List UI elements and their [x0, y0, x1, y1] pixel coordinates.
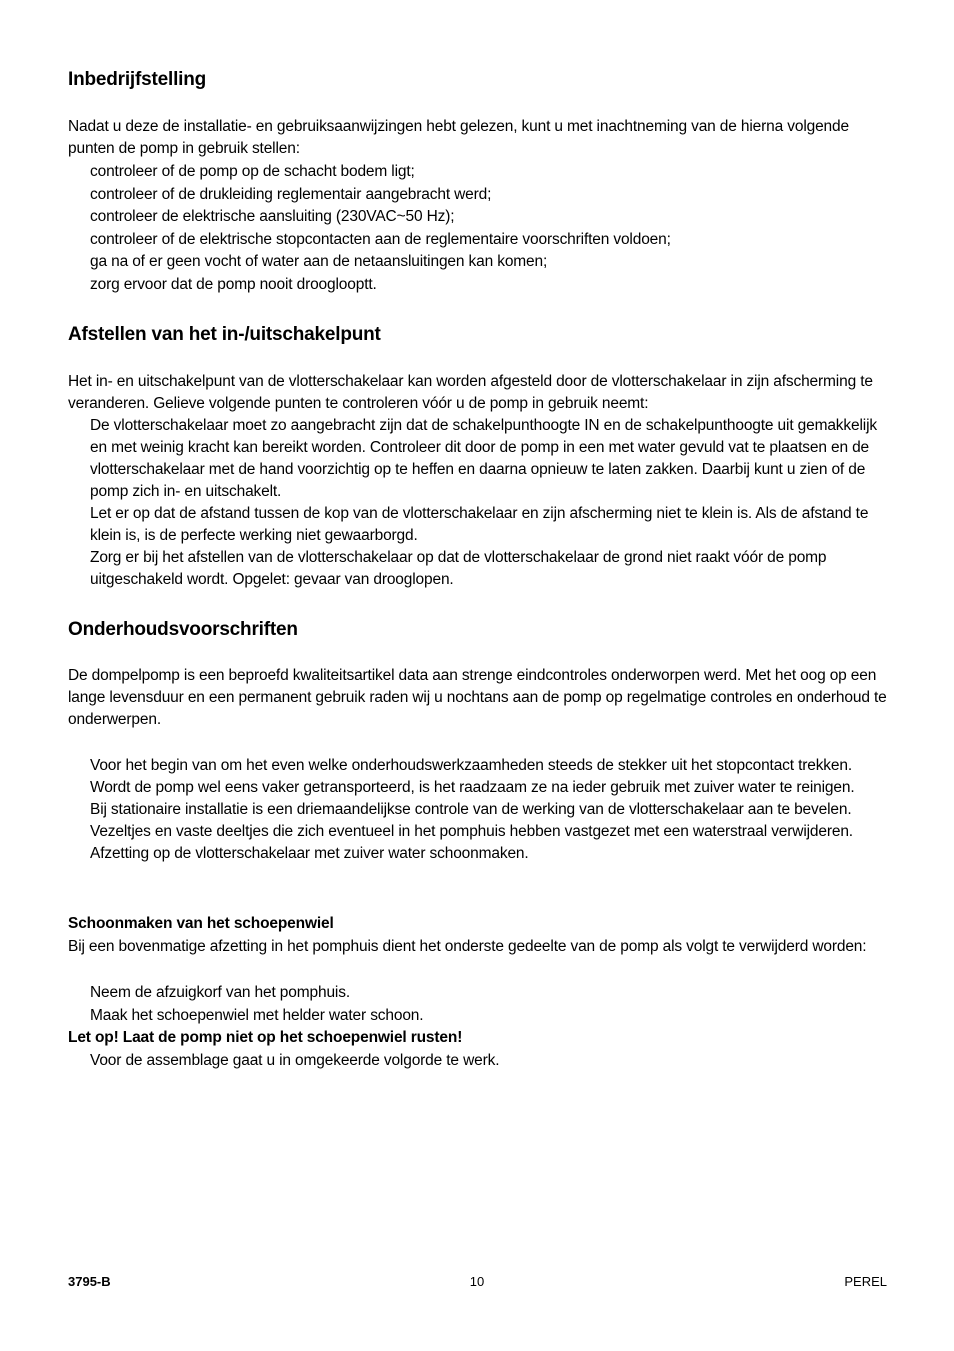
section-heading-afstellen: Afstellen van het in-/uitschakelpunt [68, 324, 381, 345]
list-item: controleer of de pomp op de schacht bodem ligt; [90, 163, 415, 180]
warning-text: Let op! Laat de pomp niet op het schoepenwiel rusten! [68, 1029, 463, 1046]
list-item: Bij stationaire installatie is een driemaandelijkse controle van de werking van de vlotterschakelaar aan te bevelen. [90, 801, 852, 818]
list-item: Afzetting op de vlotterschakelaar met zuiver water schoonmaken. [90, 845, 529, 862]
list-item: Maak het schoepenwiel met helder water schoon. [90, 1006, 424, 1024]
subsection-heading-schoepenwiel: Schoonmaken van het schoepenwiel [68, 915, 334, 932]
section4-final-list [90, 1050, 888, 1073]
section1-intro: Nadat u deze de installatie- en gebruiksaanwijzingen hebt gelezen, kunt u met inachtneming van de hierna volgende punten de pomp in gebruik stellen: [68, 118, 849, 157]
list-item: Neem de afzuigkorf van het pomphuis. [90, 984, 350, 1001]
section1-checklist [90, 161, 888, 296]
list-item: zorg ervoor dat de pomp nooit drooglooptt. [90, 275, 377, 293]
list-item: De vlotterschakelaar moet zo aangebracht zijn dat de schakelpunthoogte IN en de schakelpunthoogte uit gemakkelijk en met weinig kracht kan bereikt worden. Controleer dit door de pomp in een met water gevuld vat te plaatsen en de vlotterschakelaar met de hand voorzichtig op te heffen en daarna opnieuw te laten zakken. Daarbij kunt u zien of de pomp zich in- en uitschakelt. [90, 417, 877, 500]
list-item: Vezeltjes en vaste deeltjes die zich eventueel in het pomphuis hebben vastgezet met een waterstraal verwijderen. [90, 823, 853, 840]
list-item: controleer de elektrische aansluiting (230VAC~50 Hz); [90, 208, 455, 225]
list-item: Voor het begin van om het even welke onderhoudswerkzaamheden steeds de stekker uit het stopcontact trekken. [90, 757, 853, 774]
list-item: controleer of de drukleiding reglementair aangebracht werd; [90, 185, 492, 203]
footer-page-number: 10 [469, 1274, 485, 1289]
section3-intro: De dompelpomp is een beproefd kwaliteitsartikel data aan strenge eindcontroles onderworpen werd. Met het oog op een lange levensduur en een permanent gebruik raden wij u nochtans aan de pomp op regelmatige controles en onderhoud te onderwerpen. [68, 667, 887, 728]
list-item: Voor de assemblage gaat u in omgekeerde volgorde te werk. [90, 1052, 500, 1069]
section2-intro: Het in- en uitschakelpunt van de vlotterschakelaar kan worden afgesteld door de vlotterschakelaar in zijn afscherming te veranderen. Gelieve volgende punten te controleren vóór u de pomp in gebruik neemt: [68, 373, 873, 412]
section3-list [90, 755, 888, 865]
footer-product-code: 3795-B [68, 1274, 111, 1289]
list-item: Zorg er bij het afstellen van de vlotterschakelaar op dat de vlotterschakelaar de grond niet raakt vóór de pomp uitgeschakeld wordt. Opgelet: gevaar van drooglopen. [90, 549, 827, 588]
list-item: Wordt de pomp wel eens vaker getransporteerd, is het raadzaam ze na ieder gebruik met zuiver water te reinigen. [90, 779, 855, 796]
section2-list [90, 415, 888, 591]
section4-list [90, 982, 888, 1027]
section-heading-inbedrijfstelling: Inbedrijfstelling [68, 69, 207, 90]
list-item: ga na of er geen vocht of water aan de netaansluitingen kan komen; [90, 253, 548, 270]
section4-intro: Bij een bovenmatige afzetting in het pomphuis dient het onderste gedeelte van de pomp als volgt te verwijderd worden: [68, 938, 867, 955]
section-heading-onderhoud: Onderhoudsvoorschriften [68, 619, 298, 640]
footer-brand: PEREL [844, 1274, 887, 1289]
list-item: Let er op dat de afstand tussen de kop van de vlotterschakelaar en zijn afscherming niet te klein is. Als de afstand te klein is, is de perfecte werking niet gewaarborgd. [90, 505, 869, 544]
list-item: controleer of de elektrische stopcontacten aan de reglementaire voorschriften voldoen; [90, 230, 671, 248]
